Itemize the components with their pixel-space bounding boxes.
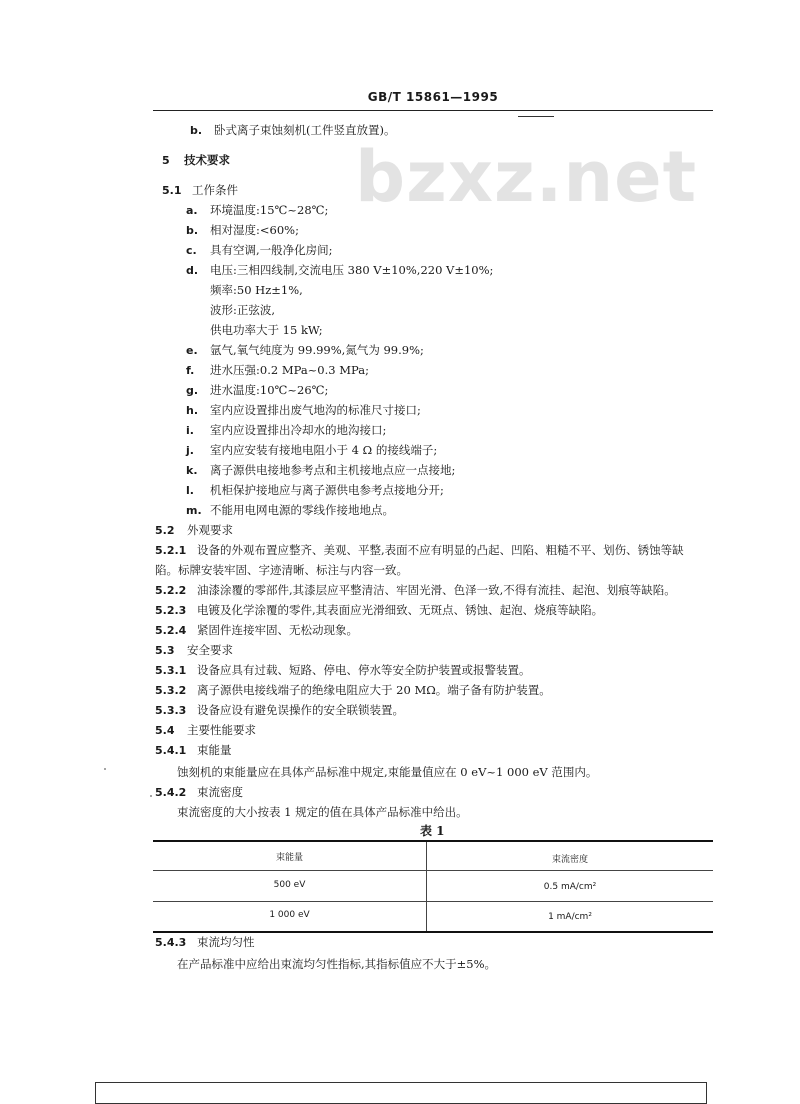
table-cell: 1 000 eV [269, 910, 310, 920]
item-text: 具有空调,一般净化房间; [210, 243, 333, 257]
para-text: 设备应设有避免误操作的安全联锁装置。 [197, 703, 404, 717]
footer-frame [95, 1082, 707, 1104]
para-title: 束流均匀性 [197, 935, 255, 949]
intro-item [190, 122, 395, 139]
item-text: 进水压强:0.2 MPa~0.3 MPa; [210, 363, 369, 377]
para-5-4-1-heading [155, 742, 232, 759]
para-title: 束能量 [197, 743, 232, 757]
item-letter: e. [186, 344, 198, 357]
item-text: 离子源供电接地参考点和主机接地点应一点接地; [210, 463, 456, 477]
para-text: 紧固件连接牢固、无松动现象。 [197, 623, 358, 637]
item-letter: g. [186, 384, 199, 397]
condition-item [186, 502, 394, 519]
table-header-rule [153, 870, 713, 871]
para-5-2-1-cont: 陷。标牌安装牢固、字迹清晰、标注与内容一致。 [155, 563, 408, 577]
item-letter: b. [190, 124, 203, 137]
item-text: 进水温度:10℃~26℃; [210, 383, 329, 397]
condition-item [186, 242, 333, 259]
para-number: 5.2.1 [155, 544, 187, 557]
item-text: 电压:三相四线制,交流电压 380 V±10%,220 V±10%; [210, 263, 494, 277]
para-number: 5.4.1 [155, 744, 187, 757]
item-text: 室内应设置排出废气地沟的标准尺寸接口; [210, 403, 421, 417]
item-text: 氩气,氧气纯度为 99.99%,氮气为 99.9%; [210, 343, 424, 357]
item-letter: k. [186, 464, 198, 477]
para-5-3-1 [155, 662, 531, 679]
table-cell: 500 eV [273, 880, 306, 890]
para-text: 电镀及化学涂覆的零件,其表面应光滑细致、无斑点、锈蚀、起泡、烧痕等缺陷。 [197, 603, 604, 617]
para-text: 离子源供电接线端子的绝缘电阻应大于 20 MΩ。端子备有防护装置。 [197, 683, 551, 697]
section-5-2-heading [155, 522, 233, 539]
item-text: 波形:正弦波, [210, 303, 276, 317]
section-title: 外观要求 [187, 523, 233, 537]
para-5-2-3 [155, 602, 603, 619]
item-text: 相对湿度:<60%; [210, 223, 299, 237]
para-number: 5.2.4 [155, 624, 187, 637]
para-number: 5.2.2 [155, 584, 187, 597]
para-5-4-3-text: 在产品标准中应给出束流均匀性指标,其指标值应不大于±5%。 [177, 957, 497, 971]
item-text: 供电功率大于 15 kW; [210, 323, 323, 337]
section-5-3-heading [155, 642, 233, 659]
section-number: 5.3 [155, 644, 175, 657]
para-5-3-3 [155, 702, 404, 719]
table-header-cell: 束能量 [275, 853, 303, 863]
para-number: 5.3.2 [155, 684, 187, 697]
condition-item [186, 322, 323, 338]
para-number: 5.4.3 [155, 936, 187, 949]
condition-item [186, 362, 369, 379]
condition-item [186, 402, 421, 419]
table-title: 表 1 [420, 824, 445, 838]
watermark: bzxz.net [355, 136, 698, 218]
para-title: 束流密度 [197, 785, 243, 799]
item-letter: a. [186, 204, 198, 217]
item-text: 不能用电网电源的零线作接地地点。 [210, 503, 394, 517]
table-bottom-rule [153, 931, 713, 933]
table-cell: 0.5 mA/cm² [543, 882, 597, 892]
para-5-4-2-heading [155, 784, 243, 801]
condition-item [186, 222, 299, 239]
condition-item [186, 462, 455, 479]
section-number: 5.2 [155, 524, 175, 537]
item-letter: d. [186, 264, 199, 277]
condition-item [186, 442, 437, 459]
section-title: 主要性能要求 [187, 723, 256, 737]
section-number: 5.4 [155, 724, 175, 737]
item-letter: i. [186, 424, 194, 437]
section-5-1-heading [162, 182, 238, 199]
item-letter: c. [186, 244, 197, 257]
para-5-4-2-text: 束流密度的大小按表 1 规定的值在具体产品标准中给出。 [177, 805, 468, 819]
table-top-rule [153, 840, 713, 842]
item-letter: f. [186, 364, 195, 377]
item-letter: b. [186, 224, 199, 237]
condition-item [186, 382, 328, 399]
para-text: 设备的外观布置应整齐、美观、平整,表面不应有明显的凸起、凹陷、粗糙不平、划伤、锈蚀等缺 [197, 543, 684, 557]
condition-item [186, 202, 328, 219]
table-cell: 1 mA/cm² [548, 912, 592, 922]
section-number: 5 [162, 154, 170, 167]
item-text: 卧式离子束蚀刻机(工件竖直放置)。 [214, 123, 396, 137]
para-text: 油漆涂覆的零部件,其漆层应平整清洁、牢固光滑、色泽一致,不得有流挂、起泡、划痕等缺陷。 [197, 583, 676, 597]
para-5-2-1 [155, 542, 684, 559]
condition-item [186, 302, 275, 318]
section-number: 5.1 [162, 184, 182, 197]
header-rule [153, 110, 713, 111]
para-text: 设备应具有过载、短路、停电、停水等安全防护装置或报警装置。 [197, 663, 531, 677]
condition-item [186, 482, 444, 499]
item-letter: h. [186, 404, 199, 417]
section-title: 工作条件 [192, 183, 238, 197]
section-title: 安全要求 [187, 643, 233, 657]
para-number: 5.2.3 [155, 604, 187, 617]
condition-item [186, 422, 386, 439]
para-5-3-2 [155, 682, 551, 699]
condition-item [186, 342, 424, 359]
para-number: 5.3.3 [155, 704, 187, 717]
item-letter: j. [186, 444, 194, 457]
para-5-4-1-text: 蚀刻机的束能量应在具体产品标准中规定,束能量值应在 0 eV~1 000 eV 范围内。 [177, 765, 598, 779]
item-text: 室内应安装有接地电阻小于 4 Ω 的接线端子; [210, 443, 438, 457]
para-5-4-3-heading [155, 934, 255, 951]
condition-item [186, 262, 493, 279]
section-5-heading [162, 152, 230, 169]
item-text: 室内应设置排出冷却水的地沟接口; [210, 423, 387, 437]
item-letter: m. [186, 504, 202, 517]
item-text: 环境温度:15℃~28℃; [210, 203, 329, 217]
standard-code: GB/T 15861—1995 [367, 90, 499, 104]
item-text: 频率:50 Hz±1%, [210, 283, 303, 297]
table-header-cell: 束流密度 [551, 855, 588, 865]
section-5-4-heading [155, 722, 256, 739]
condition-item [186, 282, 303, 298]
para-number: 5.4.2 [155, 786, 187, 799]
scan-speck [104, 768, 106, 770]
item-letter: l. [186, 484, 194, 497]
para-5-2-2 [155, 582, 676, 599]
item-text: 机柜保护接地应与离子源供电参考点接地分开; [210, 483, 444, 497]
table-row-rule [153, 901, 713, 902]
scan-speck [150, 795, 152, 797]
para-number: 5.3.1 [155, 664, 187, 677]
section-title: 技术要求 [184, 153, 230, 167]
para-5-2-4 [155, 622, 358, 639]
header-tick [518, 116, 554, 117]
